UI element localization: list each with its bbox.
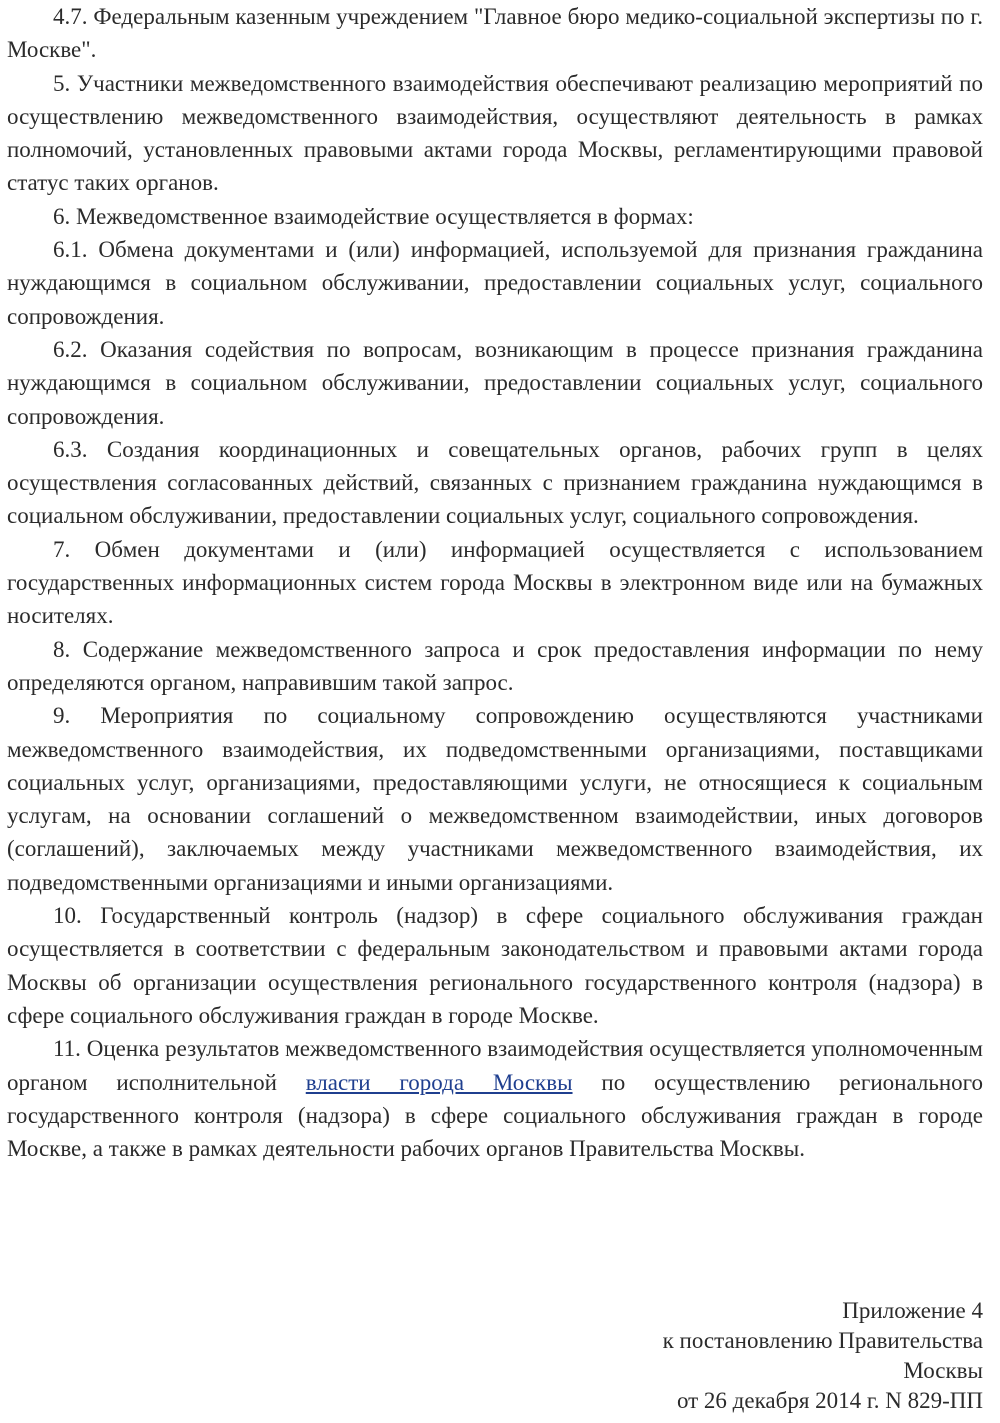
paragraph-6-2: 6.2. Оказания содействия по вопросам, возникающим в процессе признания гражданина нуждающимся в социальном обслуживании, предоставлении социальных услуг, социального сопровождения. bbox=[7, 336, 983, 429]
paragraph-5: 5. Участники межведомственного взаимодействия обеспечивают реализацию мероприятий по осуществлению межведомственного взаимодействия, осуществляют деятельность в рамках полномочий, установленных правовыми актами города Москвы, регламентирующими правовой статус таких органов. bbox=[7, 70, 983, 196]
paragraph-9: 9. Мероприятия по социальному сопровождению осуществляются участниками межведомственного взаимодействия, их подведомственными организациями, поставщиками социальных услуг, организациями, предоставляющими услуги, не относящиеся к социальным услугам, на основании соглашений о межведомственном взаимодействии, иных договоров (соглашений), заключаемых между участниками межведомственного взаимодействия, их подведомственными организациями и иными организациями. bbox=[7, 703, 983, 895]
paragraph-10: 10. Государственный контроль (надзор) в сфере социального обслуживания граждан осуществляется в соответствии с федеральным законодательством и правовыми актами города Москвы об организации осуществления регионального государственного контроля (надзора) в сфере социального обслуживания граждан в городе Москве. bbox=[7, 903, 983, 1028]
paragraph-6-1: 6.1. Обмена документами и (или) информацией, используемой для признания гражданина нуждающимся в социальном обслуживании, предоставлении социальных услуг, социального сопровождения. bbox=[7, 237, 983, 329]
paragraph-4-7: 4.7. Федеральным казенным учреждением "Главное бюро медико-социальной экспертизы по г. Москве". bbox=[7, 4, 983, 63]
appendix-number: Приложение 4 bbox=[842, 1298, 983, 1323]
appendix-header bbox=[383, 1296, 983, 1416]
paragraph-11 bbox=[7, 1032, 983, 1165]
appendix-reference: к постановлению Правительства bbox=[662, 1328, 983, 1353]
paragraph-8: 8. Содержание межведомственного запроса и срок предоставления информации по нему определяются органом, направившим такой запрос. bbox=[7, 636, 983, 695]
paragraph-6: 6. Межведомственное взаимодействие осуществляется в формах: bbox=[53, 203, 694, 229]
paragraph-6-3: 6.3. Создания координационных и совещательных органов, рабочих групп в целях осуществления согласованных действий, связанных с признанием гражданина нуждающимся в социальном обслуживании, предоставлении социальных услуг, социального сопровождения. bbox=[7, 436, 983, 529]
appendix-city: Москвы bbox=[903, 1358, 983, 1383]
moscow-authority-link[interactable]: власти города Москвы bbox=[305, 1069, 573, 1095]
appendix-date-number: от 26 декабря 2014 г. N 829-ПП bbox=[676, 1388, 983, 1413]
document-body bbox=[7, 0, 983, 1165]
paragraph-7: 7. Обмен документами и (или) информацией осуществляется с использованием государственных информационных систем города Москвы в электронном виде или на бумажных носителях. bbox=[7, 536, 983, 629]
paragraph-11-text-end: по осуществлению регионального государственного контроля (надзора) в сфере социального обслуживания граждан в городе Москве, а также в рамках деятельности рабочих органов Правительства Москвы. bbox=[7, 1069, 983, 1162]
paragraph-11-text-start: 11. Оценка результатов межведомственного взаимодействия осуществляется уполномоченным органом исполнительной bbox=[7, 1036, 983, 1095]
